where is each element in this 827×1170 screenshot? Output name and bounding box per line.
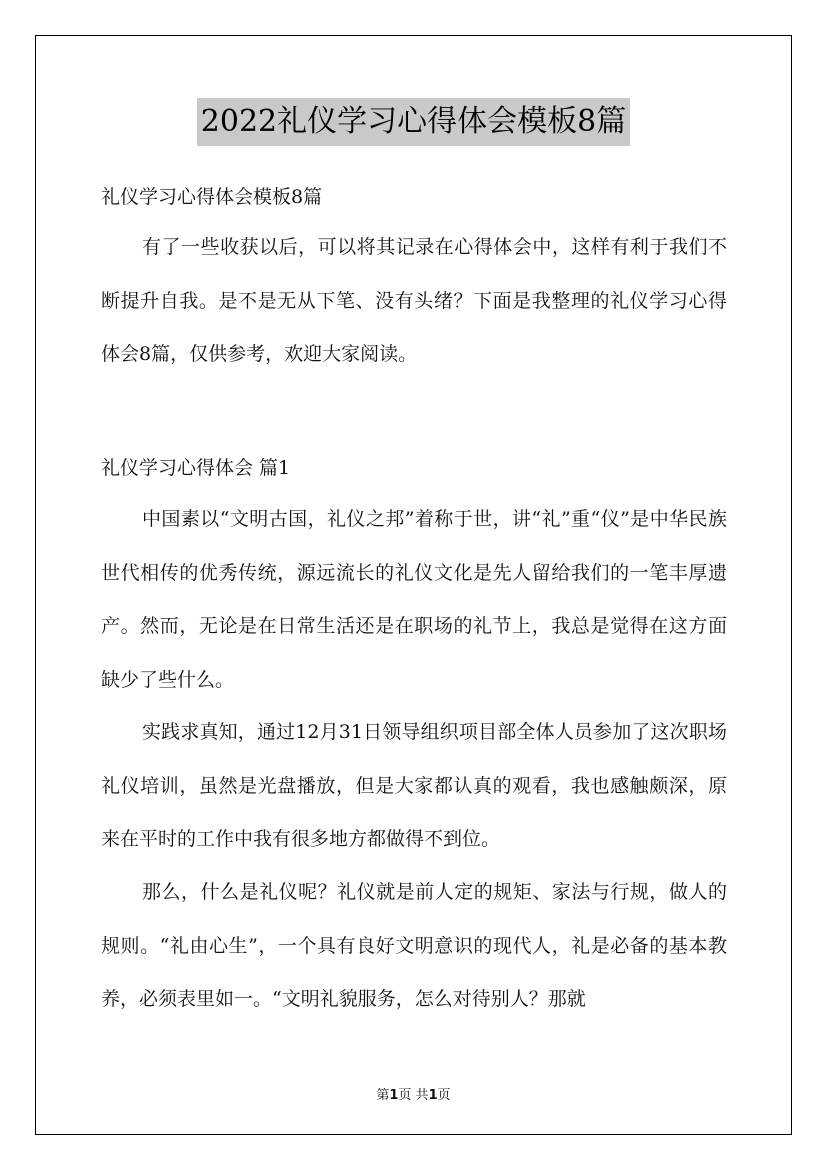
footer-suffix: 页	[437, 1088, 451, 1103]
section-heading: 礼仪学习心得体会 篇1	[101, 457, 291, 479]
intro-paragraph: 有了一些收获以后，可以将其记录在心得体会中，这样有利于我们不断提升自我。是不是无从下笔、没有头绪？下面是我整理的礼仪学习心得体会8篇，仅供参考，欢迎大家阅读。	[101, 236, 727, 365]
footer-page-number: 1	[389, 1088, 399, 1103]
footer-mid: 页 共	[398, 1088, 429, 1103]
body-paragraph-1: 中国素以“文明古国，礼仪之邦”着称于世，讲“礼”重“仪”是中华民族世代相传的优秀传统，源远流长的礼仪文化是先人留给我们的一笔丰厚遗产。然而，无论是在日常生活还是在职场的礼节上，我总是觉得在这方面缺少了些什么。	[101, 508, 727, 691]
document-subtitle: 礼仪学习心得体会模板8篇	[101, 186, 323, 208]
page-footer	[0, 1084, 827, 1103]
footer-prefix: 第	[376, 1088, 390, 1103]
document-title: 2022礼仪学习心得体会模板8篇	[197, 98, 630, 146]
document-title-wrapper	[0, 98, 827, 146]
footer-total-pages: 1	[428, 1088, 438, 1103]
body-paragraph-2: 实践求真知，通过12月31日领导组织项目部全体人员参加了这次职场礼仪培训，虽然是光盘播放，但是大家都认真的观看，我也感触颇深，原来在平时的工作中我有很多地方都做得不到位。	[101, 721, 727, 850]
body-paragraph-3: 那么，什么是礼仪呢？礼仪就是前人定的规矩、家法与行规，做人的规则。“礼由心生”，一个具有良好文明意识的现代人，礼是必备的基本教养，必须表里如一。“文明礼貌服务，怎么对待别人？那就	[101, 881, 727, 1010]
